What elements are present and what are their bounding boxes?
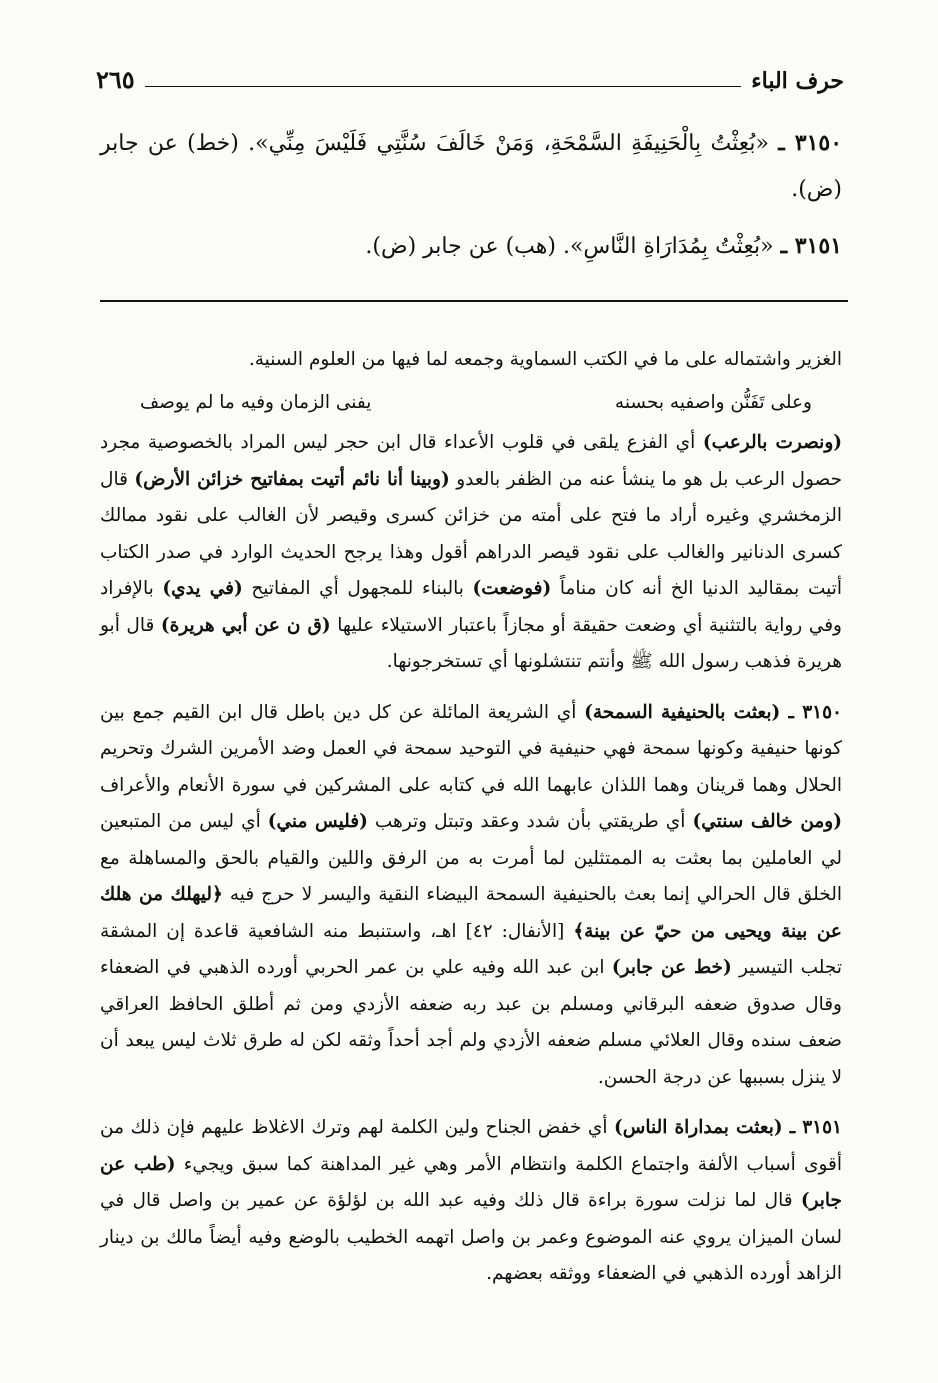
poetry-verse	[100, 385, 842, 422]
quran-quote: ﴿ليهلك من هلك عن بينة ويحيى من حيّ عن بينة﴾	[100, 884, 842, 942]
hadith-number: ٣١٥١ ـ	[780, 233, 842, 259]
explanation: أي الفزع يلقى في قلوب الأعداء قال ابن حجر ليس المراد بالخصوصية مجرد حصول الرعب بل هو ما ينشأ عنه من الظفر بالعدو	[100, 432, 843, 490]
explanation: أي ليس من المتبعين لي العاملين بما بعثت به الممتثلين لما أمرت به من الرفق واللين والقيام بالحق والمساهلة مع الخلق قال الحرالي إنما بعث بالحنيفية السمحة البيضاء النقية واليسر لا حرج فيه	[100, 811, 842, 905]
term: (ونصرت بالرعب)	[702, 432, 843, 453]
term: ٣١٥٠ ـ (بعثت بالحنيفية السمحة)	[584, 701, 842, 723]
hadith-3151	[100, 223, 842, 270]
explanation: أي طريقتي بأن شدد وعقد وتبتل وترهب	[367, 811, 693, 832]
page-header	[96, 58, 844, 92]
commentary	[100, 342, 842, 1293]
hadith-3150	[100, 120, 842, 213]
explanation: ابن عبد الله وفيه علي بن عمر الحربي أورده الذهبي في الضعفاء وقال صدوق ضعفه البرقاني ومسلم بن عبد ربه ضعفه الأزدي ومن ثم أطلق الحافظ العراقي ضعف سنده وقال العلائي مسلم ضعفه الأزدي ولم أجد أحداً وثقه لكن له طرق ثلاث ليس يبعد أن لا ينزل بسببها عن درجة الحسن.	[100, 957, 842, 1088]
source-reference: (ق ن عن أبي هريرة)	[160, 614, 331, 636]
explanation: أي خفض الجناح ولين الكلمة لهم وترك الاغلاظ عليهم فإن ذلك من أقوى أسباب الألفة واجتماع الكلمة وانتظام الأمر وهي غير المداهنة كما سبق ويجيء	[100, 1117, 842, 1175]
term: ٣١٥١ ـ (بعثت بمداراة الناس)	[614, 1117, 842, 1138]
commentary-paragraph-1	[100, 425, 842, 681]
explanation: أي الشريعة المائلة عن كل دين باطل قال ابن القيم جمع بين كونها حنيفية وكونها سمحة فهي حنيفية في التوحيد سمحة في العمل وضد الأمرين الشرك وتحريم الحلال وهما قرينان وهما اللذان عابهما الله في كتابه على المشركين في سورة الأنعام والأعراف	[100, 701, 842, 796]
hadith-text: «بُعِثْتُ بِالْحَنِيفَةِ السَّمْحَةِ، وَمَنْ خَالَفَ سُنَّتِي فَلَيْسَ مِنِّي». (خط) عن جابر (ض).	[100, 131, 842, 202]
term: (فوضعت)	[472, 578, 552, 599]
source-reference: (طب عن جابر)	[100, 1153, 842, 1211]
verse-second-hemistich: يفنى الزمان وفيه ما لم يوصف	[140, 391, 372, 413]
hadith-block	[100, 120, 842, 280]
intro-line: الغزير واشتماله على ما في الكتب السماوية وجمعه لما فيها من العلوم السنية.	[248, 349, 842, 370]
verse-first-hemistich: وعلى تَفَنُّن واصفيه بحسنه	[614, 391, 812, 413]
hadith-text: «بُعِثْتُ بِمُدَارَاةِ النَّاسِ». (هب) عن جابر (ض).	[365, 234, 774, 259]
section-divider	[100, 300, 848, 302]
explanation: قال الزمخشري وغيره أراد ما فتح على أمته من خزائن كسرى وقيصر لأن الغالب على نقود ممالك كسرى الدنانير والغالب على نقود قيصر الدراهم أقول وهذا يرجح الحديث الوارد في صدر الكتاب أتيت بمقاليد الدنيا الخ أنه كان مناماً	[100, 468, 842, 599]
explanation: قال لما نزلت سورة براءة قال ذلك وفيه عبد الله بن لؤلؤة عن عمير بن واصل قال في لسان الميزان يروي عنه الموضوع وعمر بن واصل اتهمه الخطيب بالوضع وفيه أيضاً مالك بن دينار الزاهد أورده الذهبي في الضعفاء ووثقه بعضهم.	[100, 1190, 842, 1284]
page-number: ٢٦٥	[96, 65, 135, 94]
chapter-title: حرف الباء	[751, 68, 844, 94]
explanation: بالبناء للمجهول أي المفاتيح	[242, 578, 473, 599]
source-reference: (خط عن جابر)	[611, 957, 732, 978]
hadith-number: ٣١٥٠ ـ	[778, 130, 843, 156]
explanation: قال أبو هريرة فذهب رسول الله ﷺ وأنتم تنتشلونها أي تستخرجونها.	[100, 614, 842, 672]
term: (في يدي)	[162, 578, 243, 599]
commentary-paragraph-3150	[100, 695, 842, 1097]
header-rule	[145, 86, 742, 87]
explanation: بالإفراد وفي رواية بالتثنية أي وضعت حقيقة أو مجازاً باعتبار الاستيلاء عليها	[100, 578, 842, 636]
commentary-paragraph-3151	[100, 1110, 842, 1293]
term: (فليس مني)	[267, 811, 368, 832]
explanation: [الأنفال: ٤٢] اهـ، واستنبط منه الشافعية قاعدة إن المشقة تجلب التيسير	[100, 920, 842, 978]
term: (وبينا أنا نائم أتيت بمفاتيح خزائن الأرض)	[134, 468, 450, 490]
term: (ومن خالف سنتي)	[692, 811, 842, 832]
